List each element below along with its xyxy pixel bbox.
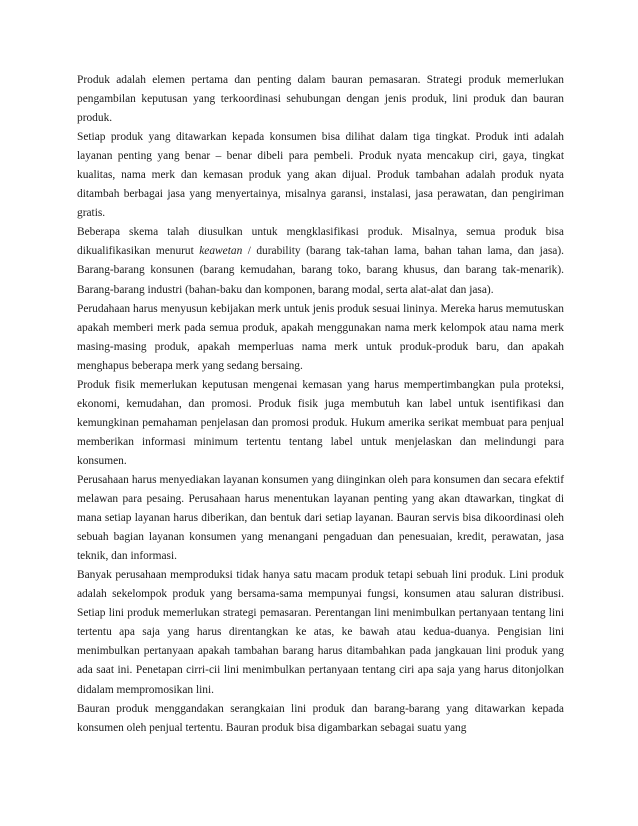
paragraph-produk-elemen: Produk adalah elemen pertama dan penting dalam bauran pemasaran. Strategi produk memerlukan pengambilan keputusan yang terkoordinasi sehubungan dengan jenis produk, lini produk dan bauran produk.	[77, 74, 564, 125]
paragraph-klasifikasi-text-after: / durability (barang tak-tahan lama, bahan tahan lama, dan jasa). Barang-barang konsunen (barang kemudahan, barang toko, barang khusus, dan barang tak-menarik). Barang-barang industri (bahan-baku dan komponen, barang modal, serta alat-alat dan jasa).	[77, 245, 564, 296]
paragraph-kemasan-label: Produk fisik memerlukan keputusan mengenai kemasan yang harus mempertimbangkan pula proteksi, ekonomi, kemudahan, dan promosi. Produk fisik juga membutuh kan label untuk isentifikasi dan kemungkinan pemahaman penjelasan dan promosi produk. Hukum amerika serikat membuat para penjual memberikan informasi minimum tertentu tentang label untuk menjelaskan dan melindungi para konsumen.	[77, 378, 564, 467]
paragraph-tingkat-produk: Setiap produk yang ditawarkan kepada konsumen bisa dilihat dalam tiga tingkat. Produk inti adalah layanan penting yang benar – benar dibeli para pembeli. Produk nyata mencakup ciri, gaya, tingkat kualitas, nama merk dan kemasan produk yang akan dijual. Produk tambahan adalah produk nyata ditambah berbagai jasa yang menyertainya, misalnya garansi, instalasi, jasa perawatan, dan pengiriman gratis.	[77, 131, 564, 220]
paragraph-klasifikasi-produk	[77, 223, 564, 299]
document-page	[77, 71, 564, 738]
paragraph-layanan-konsumen: Perusahaan harus menyediakan layanan konsumen yang diinginkan oleh para konsumen dan secara efektif melawan para pesaing. Perusahaan harus menentukan layanan penting yang akan dtawarkan, tingkat di mana setiap layanan harus diberikan, dan bentuk dari setiap layanan. Bauran servis bisa dikoordinasi oleh sebuah bagian layanan konsumen yang menangani pengaduan dan penesuaian, kredit, perawatan, jasa teknik, dan informasi.	[77, 473, 564, 563]
paragraph-kebijakan-merk: Perudahaan harus menyusun kebijakan merk untuk jenis produk sesuai lininya. Mereka harus memutuskan apakah memberi merk pada semua produk, apakah menggunakan nama merk kelompok atau nama merk masing-masing produk, apakah memperluas nama merk untuk produk-produk baru, dan apakah menghapus beberapa merk yang sedang bersaing.	[77, 302, 564, 372]
paragraph-bauran-produk: Bauran produk menggandakan serangkaian lini produk dan barang-barang yang ditawarkan kepada konsumen oleh penjual tertentu. Bauran produk bisa digambarkan sebagai suatu yang	[77, 702, 564, 734]
paragraph-klasifikasi-text-before: Beberapa skema talah diusulkan untuk mengklasifikasi produk. Misalnya, semua produk bisa dikualifikasikan menurut	[77, 226, 564, 258]
paragraph-lini-produk: Banyak perusahaan memproduksi tidak hanya satu macam produk tetapi sebuah lini produk. Lini produk adalah sekelompok produk yang bersama-sama mempunyai fungsi, konsumen atau saluran distribusi. Setiap lini produk memerlukan strategi pemasaran. Perentangan lini menimbulkan pertanyaan tentang lini tertentu apa saja yang harus direntangkan ke atas, ke bawah atau kedua-duanya. Pengisian lini menimbulkan pertanyaan apakah tambahan barang harus ditambahkan pada jangkauan lini produk yang ada saat ini. Penetapan cirri-cii lini menimbulkan pertanyaan tentang ciri apa saja yang harus ditonjolkan didalam mempromosikan lini.	[77, 569, 564, 696]
italic-term-keawetan: keawetan	[199, 245, 243, 258]
